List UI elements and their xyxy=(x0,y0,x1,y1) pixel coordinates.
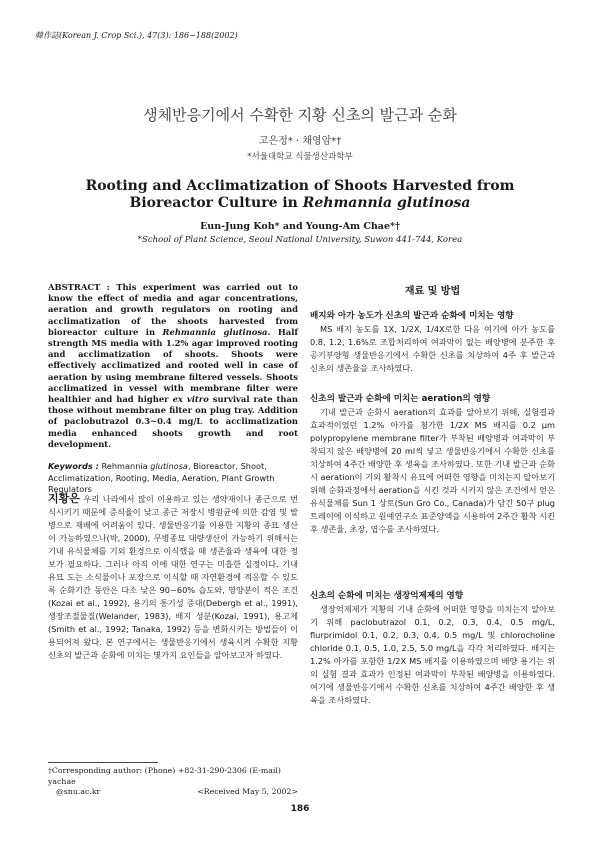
title-english-species: Rehmannia glutinosa xyxy=(302,195,471,211)
authors-english: Eun-Jung Koh* and Young-Am Chae*† xyxy=(200,221,400,232)
title-english-line2-text: Bioreactor Culture in xyxy=(129,195,303,211)
keywords xyxy=(48,461,298,496)
title-english-line2 xyxy=(0,195,600,212)
footnote-line1: †Corresponding author: (Phone) +82-31-290-2306 (E-mail) yachae xyxy=(48,766,281,786)
authors-korean: 고은정* · 채영암*† xyxy=(258,136,342,147)
footnote-received: <Received May 5, 2002> xyxy=(197,787,298,796)
subsection-title-2: 신초의 발근과 순화에 미치는 aeration의 영향 xyxy=(310,394,491,404)
section-heading-materials: 재료 및 방법 xyxy=(404,286,461,297)
footnote xyxy=(48,766,298,798)
abstract-species: Rehmannia glutinosa xyxy=(162,326,268,337)
keywords-label: Keywords : xyxy=(48,461,99,471)
subsection-text-1: MS 배지 농도를 1X, 1/2X, 1/4X로한 다음 여기에 아가 농도를 0.8, 1.2, 1.6%로 조합처리하여 여과막이 없는 배양병에 분주한 후 공기부양형 생물반응기에서 수확한 신초를 치상하여 4주 후 발근과 신초의 생존율을 조사하였다. xyxy=(310,324,555,373)
subsection-title-3: 신초의 순화에 미치는 생장억제제의 영향 xyxy=(310,591,464,601)
title-english xyxy=(0,178,600,212)
introduction-lead: 지황은 xyxy=(48,492,80,505)
footnote-divider xyxy=(48,762,158,763)
page-number: 186 xyxy=(290,804,310,814)
keywords-species: glutinosa xyxy=(150,461,188,471)
affiliation-korean: *서울대학교 식물생산과학부 xyxy=(247,152,353,162)
title-english-line1: Rooting and Acclimatization of Shoots Harvested from xyxy=(85,178,515,194)
abstract-part3: survival rate than those without membrane filter on plug tray. Addition of paclobutrazol 0.3~0.4 mg/L to acclimatization media enhanced shoots growth and root development. xyxy=(48,394,299,449)
title-korean: 생체반응기에서 수확한 지황 신초의 발근과 순화 xyxy=(143,106,457,124)
affiliation-english: *School of Plant Science, Seoul National University, Suwon 441-744, Korea xyxy=(137,235,463,245)
abstract-part2: . Half strength MS media with 1.2% agar improved rooting and acclimatization of shoots. Shoots were effectively acclimatized and rooted well in case of aeration by using membrane filtered vessels. Shoots acclimatized in vessel with membrane filter were healthier and had higher xyxy=(48,326,298,405)
keywords-text1: Rehmannia xyxy=(98,461,151,471)
keywords-text2: , Bioreactor, Shoot, Acclimatization, Rooting, Media, Aeration, Plant Growth Regulators xyxy=(48,461,275,494)
introduction xyxy=(48,492,298,662)
subsection-text-2: 기내 발근과 순화시 aeration의 효과를 알아보기 위해, 실험결과 효과적이었던 1.2% 아가를 첨가한 1/2X MS 배지를 0.2 μm polypropylene membrane filter가 부착된 배양병과 여과막이 부착되지 않은 배양병에 20 ml씩 넣고 생물반응기에서 수확한 신초를 치상하여 4주간 배양한 후 생육을 조사하였다. 또한 기내 발근과 순화시 aeration이 기외 활착시 유묘에 어떠한 영향을 미치는지 알아보기 위해 순화과정에서 aeration을 시킨 것과 시키지 않은 조건에서 얻은 유식물체를 Sun 1 상토(Sun Gro Co., Canada)가 담긴 50구 plug 트레이에 이식하고 원예연구소 표준양액을 시용하여 2주간 활착 시킨 후 생존율, 초장, 엽수를 조사하였다. xyxy=(310,407,555,534)
journal-citation: 韓作誌(Korean J. Crop Sci.), 47(3): 186~188(2002) xyxy=(35,31,238,40)
abstract xyxy=(48,282,298,450)
subsection-title-1: 배지와 아가 농도가 신초의 발근과 순화에 미치는 영향 xyxy=(310,311,514,321)
abstract-part1: ABSTRACT : This experiment was carried out to know the effect of media and agar concentrations, aeration and growth regulators on rooting and acclimatization of the shoots harvested from bioreactor culture in xyxy=(48,282,298,337)
abstract-exvitro: ex vitro xyxy=(172,394,209,405)
footnote-email: @snu.ac.kr xyxy=(56,787,101,796)
introduction-text: 우리 나라에서 많이 이용하고 있는 생약재이나 종근으로 번식시키기 때문에 증식율이 낮고 종근 저장시 병원균에 의한 감염 및 발병으로 재배에 어려움이 있다. 생물반응기를 이용한 지황의 종묘 생산이 가능하였으나(박, 2000), 무병종묘 대량생산이 가능하기 위해서는 기내 유식물체를 기외 환경으로 이식했을 때 생존율과 생육에 대한 정보가 필요하다. 그러나 아직 이에 대한 연구는 미흡한 실정이다. 기내 유묘 도는 소식물이나 포장으로 이식할 때 자연환경에 적응할 수 있도록 순화기간 동안은 다소 낮은 90~60% 습도와, 영양분이 적은 조건(Kozai et al., 1992), 용기의 통기성 증대(Debergh et al., 1991), 생장조절물질(Welander, 1983), 배지 성분(Kozai, 1991), 용고제(Smith et al., 1992; Tanaka, 1992) 등을 변화시키는 방법들이 이용되어져 왔다. 본 연구에서는 생물반응기에서 생육시켜 수확한 지황 신초의 발근과 순화에 미치는 몇가지 요인들을 알아보고자 하였다. xyxy=(48,494,298,660)
subsection-text-3: 생장억제제가 지황의 기내 순화에 어떠한 영향을 미치는지 알아보기 위해 paclobutrazol 0.1, 0.2, 0.3, 0.4, 0.5 mg/L, flurprimidol 0.1, 0.2, 0.3, 0.4, 0.5 mg/L 및 chlorocholine chloride 0.1, 0.5, 1.0, 2.5, 5.0 mg/L을 각각 처리하였다. 배지는 1.2% 아가를 포함한 1/2X MS 배지를 이용하였으며 배양 용기는 위의 실험 결과 효과가 인정된 여과막이 부착된 배양병을 이용하였다. 여기에 생물반응기에서 수확한 신초를 치상하여 4주간 배양한 후 생육을 조사하였다. xyxy=(310,604,555,705)
